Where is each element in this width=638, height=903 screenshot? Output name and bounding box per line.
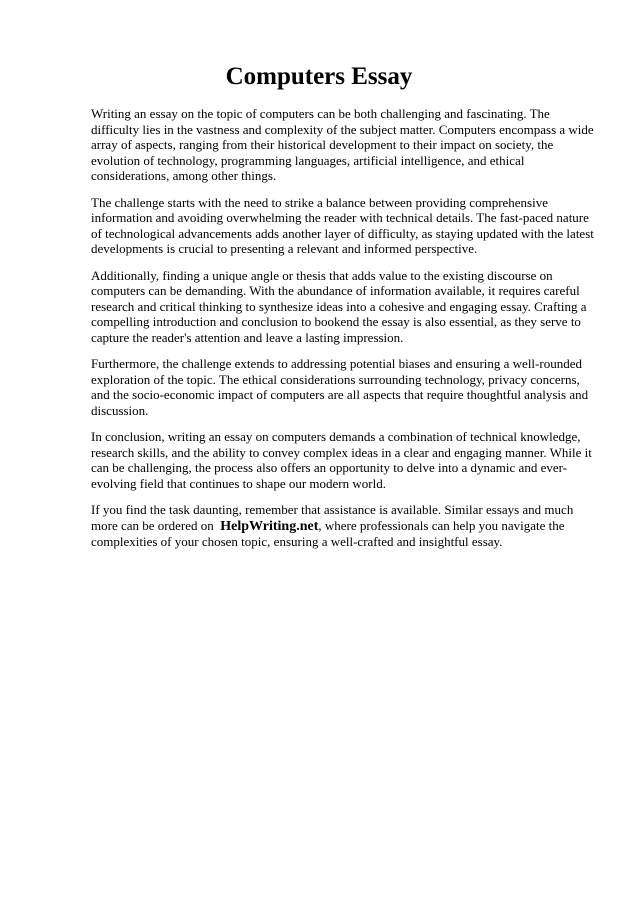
document-title: Computers Essay [225, 63, 413, 90]
paragraph-furthermore: Furthermore, the challenge extends to addressing potential biases and ensuring a well-rounded exploration of the topic. The ethical considerations surrounding technology, privacy concerns, and the socio-economic impact of computers are all aspects that require thoughtful analysis and discussion. [91, 356, 589, 418]
paragraph-additionally: Additionally, finding a unique angle or thesis that adds value to the existing discourse on computers can be demanding. With the abundance of information available, it requires careful research and critical thinking to synthesize ideas into a cohesive and engaging essay. Crafting a compelling introduction and conclusion to bookend the essay is also essential, as they serve to capture the reader's attention and leave a lasting impression. [91, 267, 587, 345]
paragraph-challenge: The challenge starts with the need to strike a balance between providing comprehensive information and avoiding overwhelming the reader with technical details. The fast-paced nature of technological advancements adds another layer of difficulty, as staying updated with the latest developments is crucial to presenting a relevant and informed perspective. [91, 194, 594, 257]
closing-text-after-link: , where professionals can help you navigate the complexities of your chosen topic, ensuring a well-crafted and insightful essay. [91, 517, 565, 550]
paragraph-closing [91, 502, 601, 550]
essay-body [91, 106, 601, 560]
paragraph-conclusion: In conclusion, writing an essay on computers demands a combination of technical knowledge, research skills, and the ability to convey complex ideas in a clear and engaging manner. While it can be challenging, the process also offers an opportunity to delve into a dynamic and ever-evolving field that continues to shape our modern world. [91, 429, 592, 491]
closing-text-before-link: If you find the task daunting, remember that assistance is available. Similar essays and much more can be ordered on [91, 502, 574, 533]
paragraph-intro: Writing an essay on the topic of computers can be both challenging and fascinating. The difficulty lies in the vastness and complexity of the subject matter. Computers encompass a wide array of aspects, ranging from their historical development to their impact on society, the evolution of technology, programming languages, artificial intelligence, and ethical considerations, among other things. [91, 106, 594, 184]
helpwriting-link[interactable]: HelpWriting.net [220, 518, 319, 534]
